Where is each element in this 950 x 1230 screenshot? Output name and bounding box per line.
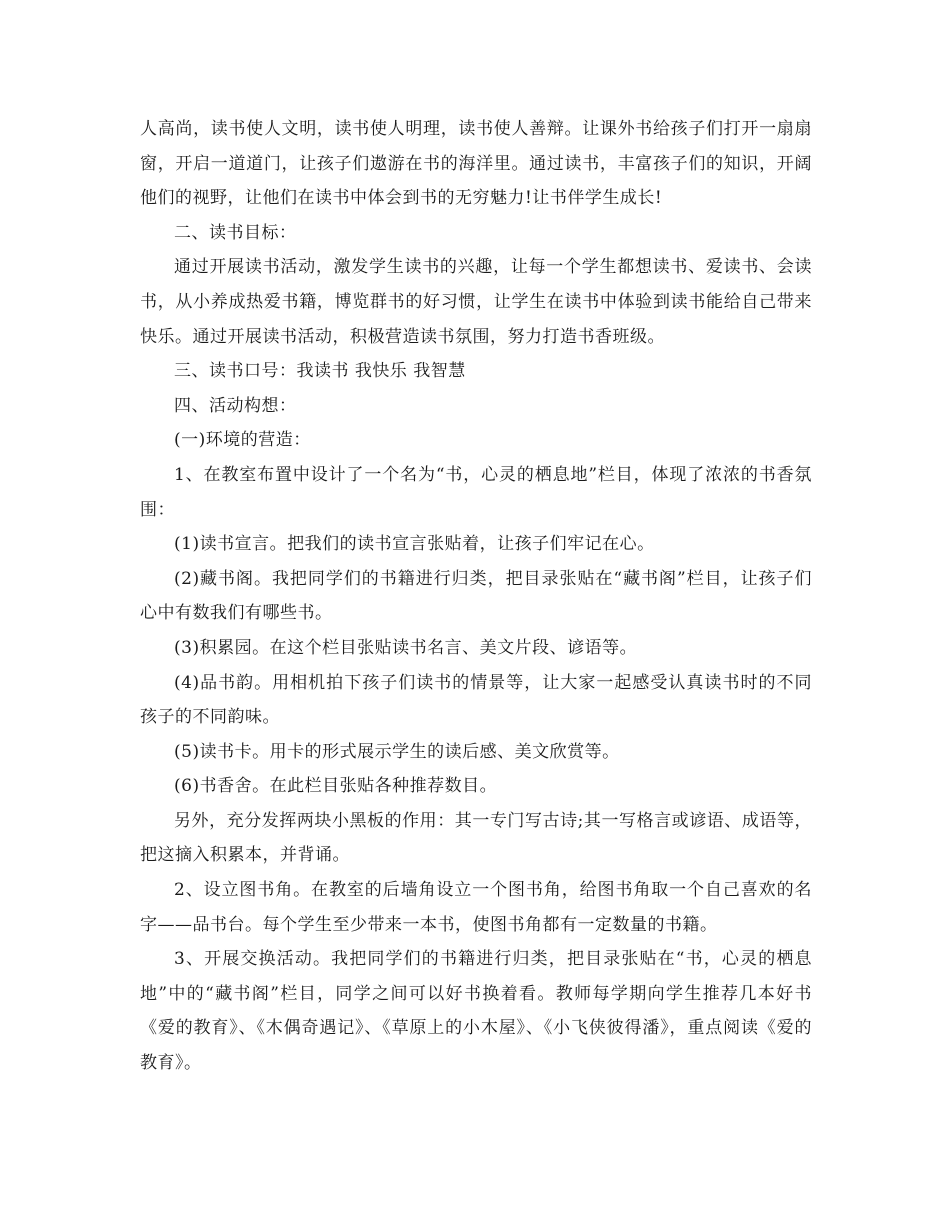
- heading-reading-goals: 二、读书目标：: [174, 222, 297, 243]
- paragraph-reading-goals: 通过开展读书活动，激发学生读书的兴趣，让每一个学生都想读书、爱读书、会读书，从小养成热爱书籍，博览群书的好习惯，让学生在读书中体验到读书能给自己带来快乐。通过开展读书活动，积极营造读书氛围，努力打造书香班级。: [140, 257, 812, 347]
- paragraph-blackboards: 另外，充分发挥两块小黑板的作用：其一专门写古诗;其一写格言或谚语、成语等，把这摘入积累本，并背诵。: [140, 810, 812, 866]
- paragraph-book-corner: 2、设立图书角。在教室的后墙角设立一个图书角，给图书角取一个自己喜欢的名字——品书台。每个学生至少带来一本书，使图书角都有一定数量的书籍。: [140, 880, 812, 935]
- heading-activity-plan: 四、活动构想：: [174, 395, 297, 416]
- paragraph-classroom-layout: 1、在教室布置中设计了一个名为“书，心灵的栖息地”栏目，体现了浓浓的书香氛围：: [140, 464, 812, 520]
- list-item-accumulation-garden: (3)积累园。在这个栏目张贴读书名言、美文片段、谚语等。: [174, 637, 638, 658]
- heading-reading-slogan: 三、读书口号：我读书 我快乐 我智慧: [174, 361, 466, 382]
- list-item-book-pavilion: (2)藏书阁。我把同学们的书籍进行归类，把目录张贴在“藏书阁”栏目，让孩子们心中有数我们有哪些书。: [140, 568, 812, 624]
- list-item-book-house: (6)书香舍。在此栏目张贴各种推荐数目。: [174, 776, 498, 797]
- paragraph-book-exchange: 3、开展交换活动。我把同学们的书籍进行归类，把目录张贴在“书，心灵的栖息地”中的“藏书阁”栏目，同学之间可以好书换着看。教师每学期向学生推荐几本好书《爱的教育》、《木偶奇遇记》、《草原上的小木屋》、《小飞侠彼得潘》，重点阅读《爱的教育》。: [140, 949, 812, 1074]
- list-item-reading-declaration: (1)读书宣言。把我们的读书宣言张贴着，让孩子们牢记在心。: [174, 534, 655, 555]
- subheading-environment: (一)环境的营造：: [174, 430, 311, 451]
- document-page: [140, 112, 812, 1081]
- list-item-reading-card: (5)读书卡。用卡的形式展示学生的读后感、美文欣赏等。: [174, 741, 620, 762]
- list-item-book-charm: (4)品书韵。用相机拍下孩子们读书的情景等，让大家一起感受认真读书时的不同孩子的不同韵味。: [140, 672, 812, 728]
- paragraph-intro-continued: 人高尚，读书使人文明，读书使人明理，读书使人善辩。让课外书给孩子们打开一扇扇窗，开启一道道门，让孩子们遨游在书的海洋里。通过读书，丰富孩子们的知识，开阔他们的视野，让他们在读书中体会到书的无穷魅力!让书伴学生成长!: [140, 119, 812, 209]
